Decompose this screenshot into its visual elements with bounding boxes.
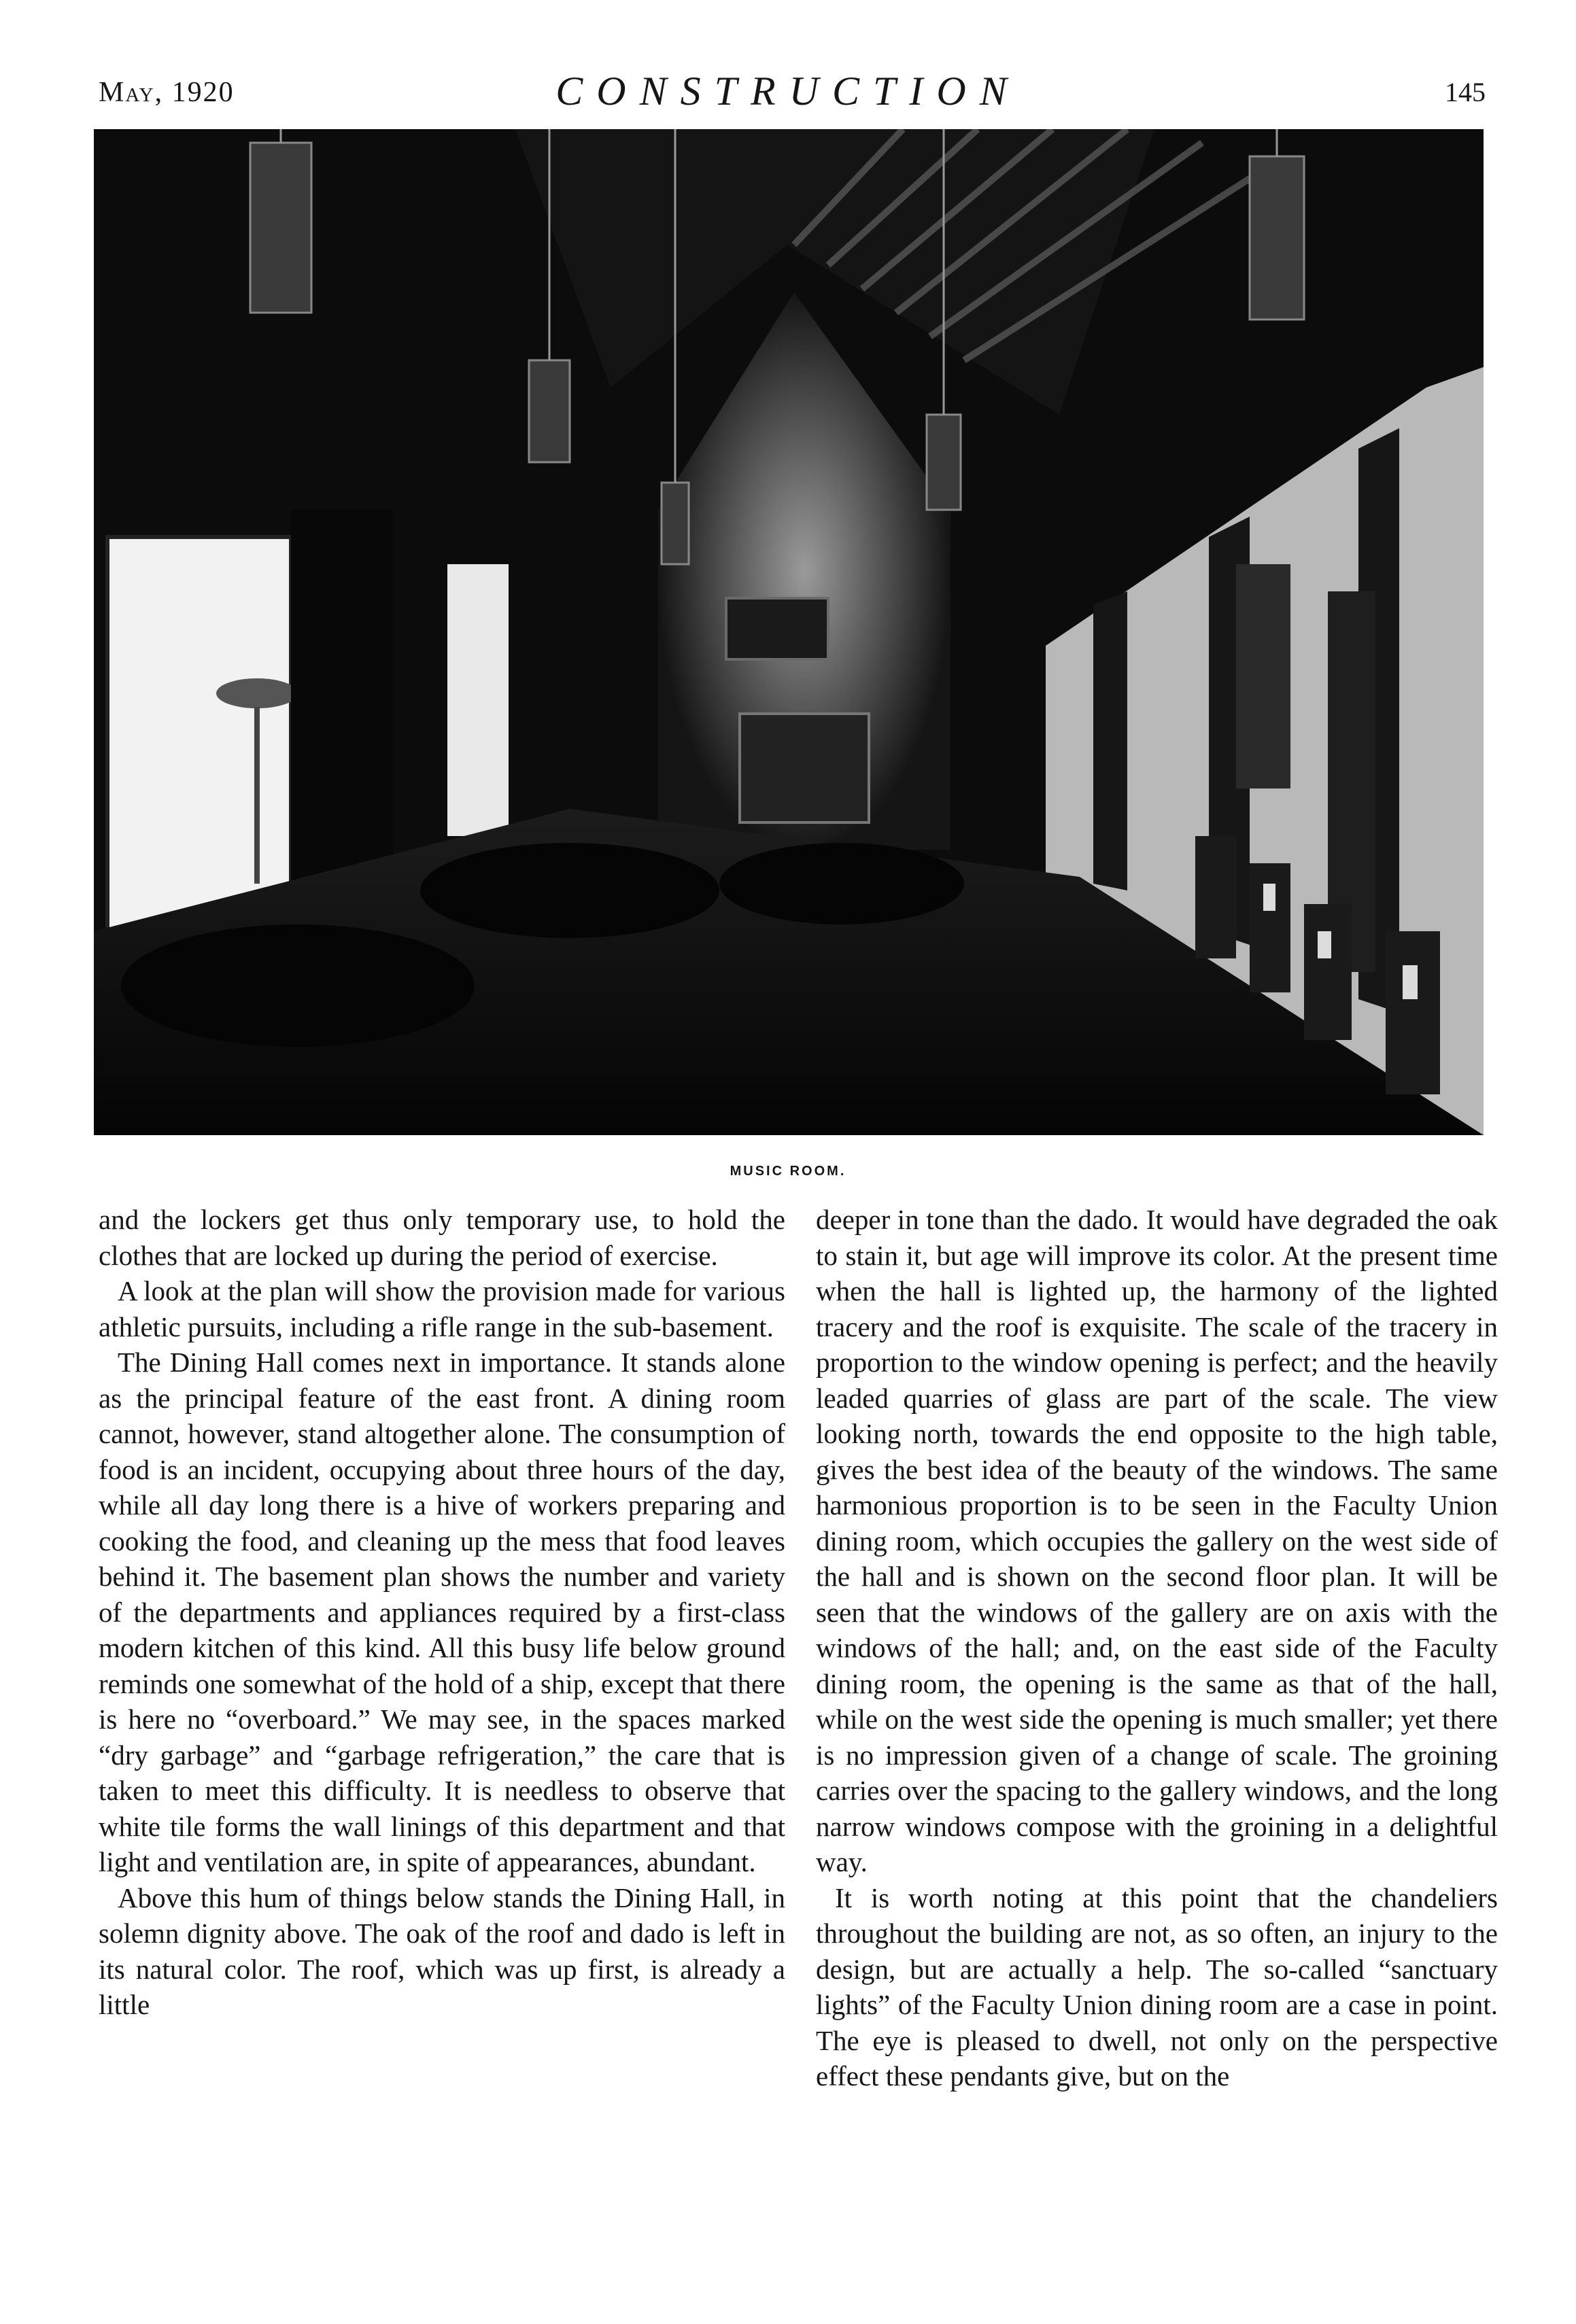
- left-column: [99, 1202, 785, 2023]
- page-number: 145: [1445, 77, 1486, 107]
- paragraph: It is worth noting at this point that the chandeliers throughout the building are not, as so often, an injury to the design, but are actually a help. The so-called “sanctuary lights” of the Faculty Union dining room are a case in point. The eye is pleased to dwell, not only on the perspective effect these pendants give, but on the: [816, 1881, 1498, 2092]
- paragraph: Above this hum of things below stands the Dining Hall, in solemn dignity above. The oak of the roof and dado is left in its natural color. The roof, which was up first, is already a little: [99, 1881, 785, 2020]
- paragraph: deeper in tone than the dado. It would have degraded the oak to stain it, but age will improve its color. At the present time when the hall is lighted up, the harmony of the lighted tracery and the roof is exquisite. The scale of the tracery in proportion to the window opening is perfect; and the heavily leaded quarries of glass are part of the scale. The view looking north, towards the end opposite to the high table, gives the best idea of the beauty of the windows. The same harmonious proportion is to be seen in the Faculty Union dining room, which occupies the gallery on the west side of the hall and is shown on the second floor plan. It will be seen that the windows of the gallery are on axis with the windows of the hall; and, on the east side of the Faculty dining room, the opening is the same as that of the hall, while on the west side the opening is much smaller; yet there is no impression given of a change of scale. The groining carries over the spacing to the gallery windows, and the long narrow windows compose with the groining in a delightful way.: [816, 1204, 1498, 1877]
- music-room-photograph: [94, 129, 1484, 1135]
- paragraph: A look at the plan will show the provision made for various athletic pursuits, including a rifle range in the sub-basement.: [99, 1275, 785, 1342]
- paragraph: The Dining Hall comes next in importance. It stands alone as the principal feature of the east front. A dining room cannot, however, stand altogether alone. The consumption of food is an incident, occupying about three hours of the day, while all day long there is a hive of workers preparing and cooking the food, and cleaning up the mess that food leaves behind it. The basement plan shows the number and variety of the departments and appliances required by a first-class modern kitchen of this kind. All this busy life below ground reminds one somewhat of the hold of a ship, except that there is here no “overboard.” We may see, in the spaces marked “dry garbage” and “garbage refrigeration,” the care that is taken to meet this difficulty. It is needless to observe that white tile forms the wall linings of this department and that light and ventilation are, in spite of appearances, abundant.: [99, 1347, 785, 1877]
- right-column: [816, 1202, 1498, 2094]
- journal-title: CONSTRUCTION: [555, 69, 1021, 114]
- running-header: [0, 68, 1576, 122]
- paragraph: and the lockers get thus only temporary use, to hold the clothes that are locked up during the period of exercise.: [99, 1204, 785, 1271]
- issue-date: May, 1920: [99, 77, 235, 108]
- figure-caption: MUSIC ROOM.: [730, 1164, 846, 1179]
